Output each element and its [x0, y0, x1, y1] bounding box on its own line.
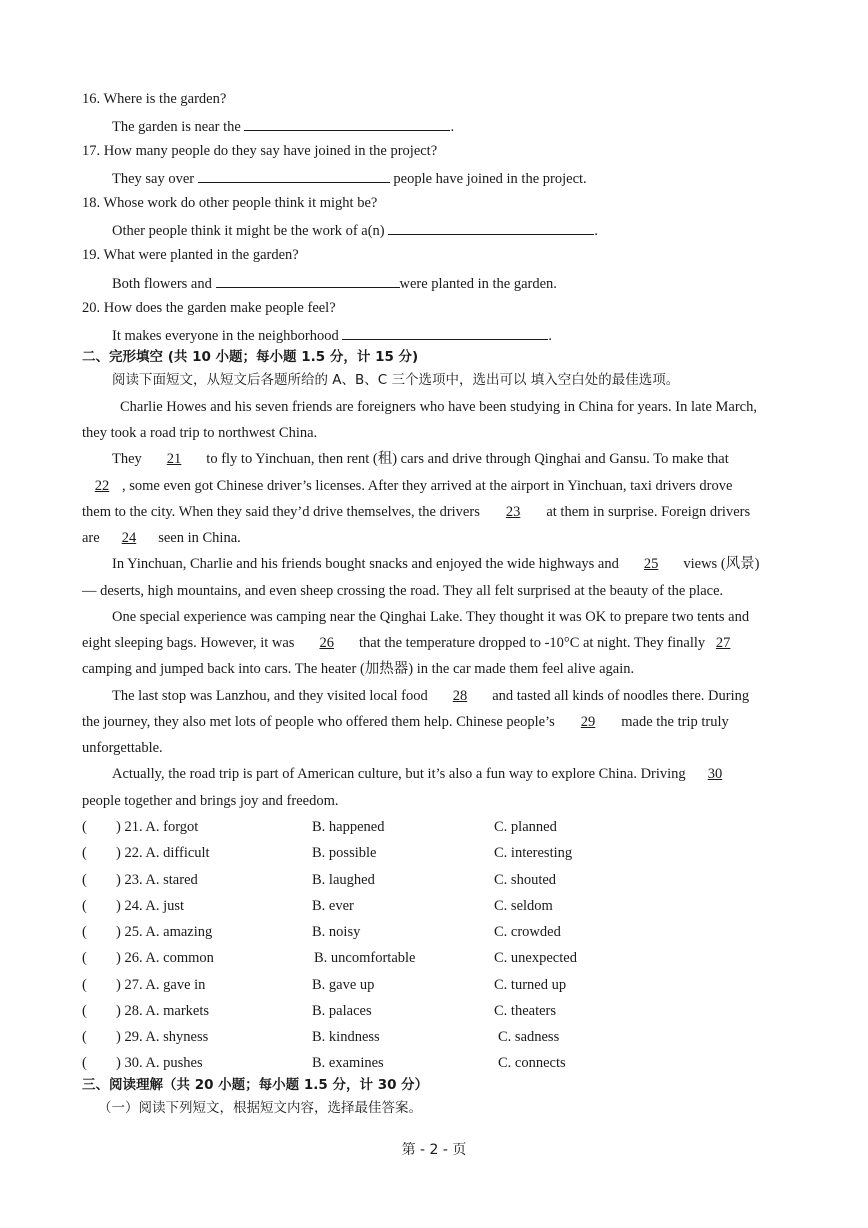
option-row[interactable] — [82, 844, 802, 862]
answer-paren-open: ( — [82, 819, 87, 835]
answer-paren-open: ( — [82, 950, 87, 966]
option-row[interactable] — [82, 1002, 802, 1020]
answer-17: They say over people have joined in the project. — [112, 168, 587, 188]
section2-instruction: 阅读下面短文，从短文后各题所给的 A、B、C 三个选项中，选出可以 填入空白处的最佳选项。 — [112, 372, 680, 388]
answer-paren-open: ( — [82, 872, 87, 888]
option-c: C. interesting — [494, 845, 573, 861]
question-17: 17. How many people do they say have joined in the project? — [82, 143, 438, 159]
option-b: B. ever — [312, 898, 354, 914]
option-c: C. theaters — [494, 1003, 557, 1019]
answer-paren-open: ( — [82, 977, 87, 993]
option-c: C. turned up — [494, 977, 567, 993]
answer-paren-open: ( — [82, 924, 87, 940]
passage-line: 22 , some even got Chinese driver’s licenses. After they arrived at the airport in Yinchuan, taxi drivers drove — [82, 477, 732, 495]
answer-19: Both flowers and were planted in the garden. — [112, 273, 557, 293]
option-a: ) 30. A. pushes — [116, 1055, 203, 1071]
option-row[interactable] — [82, 949, 802, 967]
option-b: B. laughed — [312, 872, 375, 888]
option-b: B. uncomfortable — [314, 950, 416, 966]
passage-line: them to the city. When they said they’d drive themselves, the drivers 23 at them in surprise. Foreign drivers — [82, 504, 751, 520]
question-18: 18. Whose work do other people think it might be? — [82, 195, 378, 211]
blank-25[interactable]: 25 — [643, 556, 659, 572]
option-a: ) 21. A. forgot — [116, 819, 199, 835]
option-c: C. shouted — [494, 872, 557, 888]
passage-line: unforgettable. — [82, 740, 163, 756]
answer-16: The garden is near the . — [112, 116, 454, 136]
passage-line: Actually, the road trip is part of American culture, but it’s also a fun way to explore China. Driving 30 — [112, 765, 737, 783]
passage-line: The last stop was Lanzhou, and they visited local food 28 and tasted all kinds of noodles there. During — [112, 688, 750, 704]
option-c: C. connects — [498, 1055, 566, 1071]
option-a: ) 29. A. shyness — [116, 1029, 209, 1045]
option-a: ) 26. A. common — [116, 950, 214, 966]
option-c: C. unexpected — [494, 950, 577, 966]
option-b: B. gave up — [312, 977, 375, 993]
answer-paren-open: ( — [82, 845, 87, 861]
passage-line: the journey, they also met lots of people who offered them help. Chinese people’s 29 made the trip truly — [82, 714, 729, 730]
answer-18: Other people think it might be the work of a(n) . — [112, 220, 598, 240]
question-20: 20. How does the garden make people feel? — [82, 300, 336, 316]
option-row[interactable] — [82, 1028, 802, 1046]
passage-line: — deserts, high mountains, and even sheep crossing the road. They all felt surprised at the beauty of the place. — [82, 583, 724, 599]
option-b: B. happened — [312, 819, 385, 835]
option-b: B. palaces — [312, 1003, 372, 1019]
blank-26[interactable]: 26 — [319, 635, 334, 651]
section3-heading: 三、阅读理解（共 20 小题；每小题 1.5 分，计 30 分） — [82, 1077, 429, 1093]
option-row[interactable] — [82, 871, 802, 889]
passage-line: Charlie Howes and his seven friends are foreigners who have been studying in China for years. In late March, — [120, 399, 757, 415]
blank-22[interactable]: 22 — [94, 478, 110, 494]
option-a: ) 24. A. just — [116, 898, 185, 914]
question-19: 19. What were planted in the garden? — [82, 247, 299, 263]
blank-21[interactable]: 21 — [166, 451, 182, 467]
option-b: B. examines — [312, 1055, 384, 1071]
option-row[interactable] — [82, 976, 802, 994]
option-a: ) 23. A. stared — [116, 872, 198, 888]
passage-line: they took a road trip to northwest China. — [82, 425, 318, 441]
answer-paren-open: ( — [82, 1055, 87, 1071]
section3-subheading: （一）阅读下列短文，根据短文内容，选择最佳答案。 — [98, 1100, 422, 1116]
blank-24[interactable]: 24 — [121, 530, 137, 546]
answer-paren-open: ( — [82, 1029, 87, 1045]
option-c: C. crowded — [494, 924, 561, 940]
option-b: B. noisy — [312, 924, 361, 940]
option-c: C. sadness — [498, 1029, 560, 1045]
passage-line: camping and jumped back into cars. The heater (加热器) in the car made them feel alive again. — [82, 661, 635, 677]
option-c: C. planned — [494, 819, 557, 835]
answer-blank[interactable] — [216, 273, 400, 288]
option-b: B. possible — [312, 845, 377, 861]
option-a: ) 22. A. difficult — [116, 845, 210, 861]
answer-20: It makes everyone in the neighborhood . — [112, 325, 552, 345]
answer-paren-open: ( — [82, 1003, 87, 1019]
option-b: B. kindness — [312, 1029, 380, 1045]
option-row[interactable] — [82, 818, 802, 836]
blank-27[interactable]: 27 — [715, 635, 731, 651]
passage-line: people together and brings joy and freedom. — [82, 793, 339, 809]
blank-30[interactable]: 30 — [707, 766, 723, 782]
passage-line: One special experience was camping near the Qinghai Lake. They thought it was OK to prepare two tents and — [112, 609, 750, 625]
option-row[interactable] — [82, 1054, 802, 1072]
passage-line: They 21 to fly to Yinchuan, then rent (租) cars and drive through Qinghai and Gansu. To make that — [112, 451, 729, 467]
passage-line: In Yinchuan, Charlie and his friends bought snacks and enjoyed the wide highways and 25 views (风景) — [112, 556, 760, 572]
answer-blank[interactable] — [244, 116, 450, 131]
option-a: ) 27. A. gave in — [116, 977, 206, 993]
option-row[interactable] — [82, 897, 802, 915]
answer-blank[interactable] — [342, 325, 548, 340]
passage-line: eight sleeping bags. However, it was 26 that the temperature dropped to -10°C at night. They finally 27 — [82, 634, 741, 652]
answer-blank[interactable] — [198, 168, 390, 183]
answer-blank[interactable] — [388, 220, 594, 235]
option-c: C. seldom — [494, 898, 553, 914]
passage-line: are 24 seen in China. — [82, 530, 241, 546]
option-a: ) 25. A. amazing — [116, 924, 213, 940]
option-a: ) 28. A. markets — [116, 1003, 210, 1019]
blank-29[interactable]: 29 — [580, 714, 596, 730]
question-16: 16. Where is the garden? — [82, 91, 227, 107]
answer-paren-open: ( — [82, 898, 87, 914]
page-number: 第 - 2 - 页 — [401, 1142, 467, 1158]
section2-heading: 二、完形填空 (共 10 小题；每小题 1.5 分，计 15 分) — [82, 349, 419, 365]
blank-23[interactable]: 23 — [505, 504, 521, 520]
option-row[interactable] — [82, 923, 802, 941]
blank-28[interactable]: 28 — [452, 688, 468, 704]
